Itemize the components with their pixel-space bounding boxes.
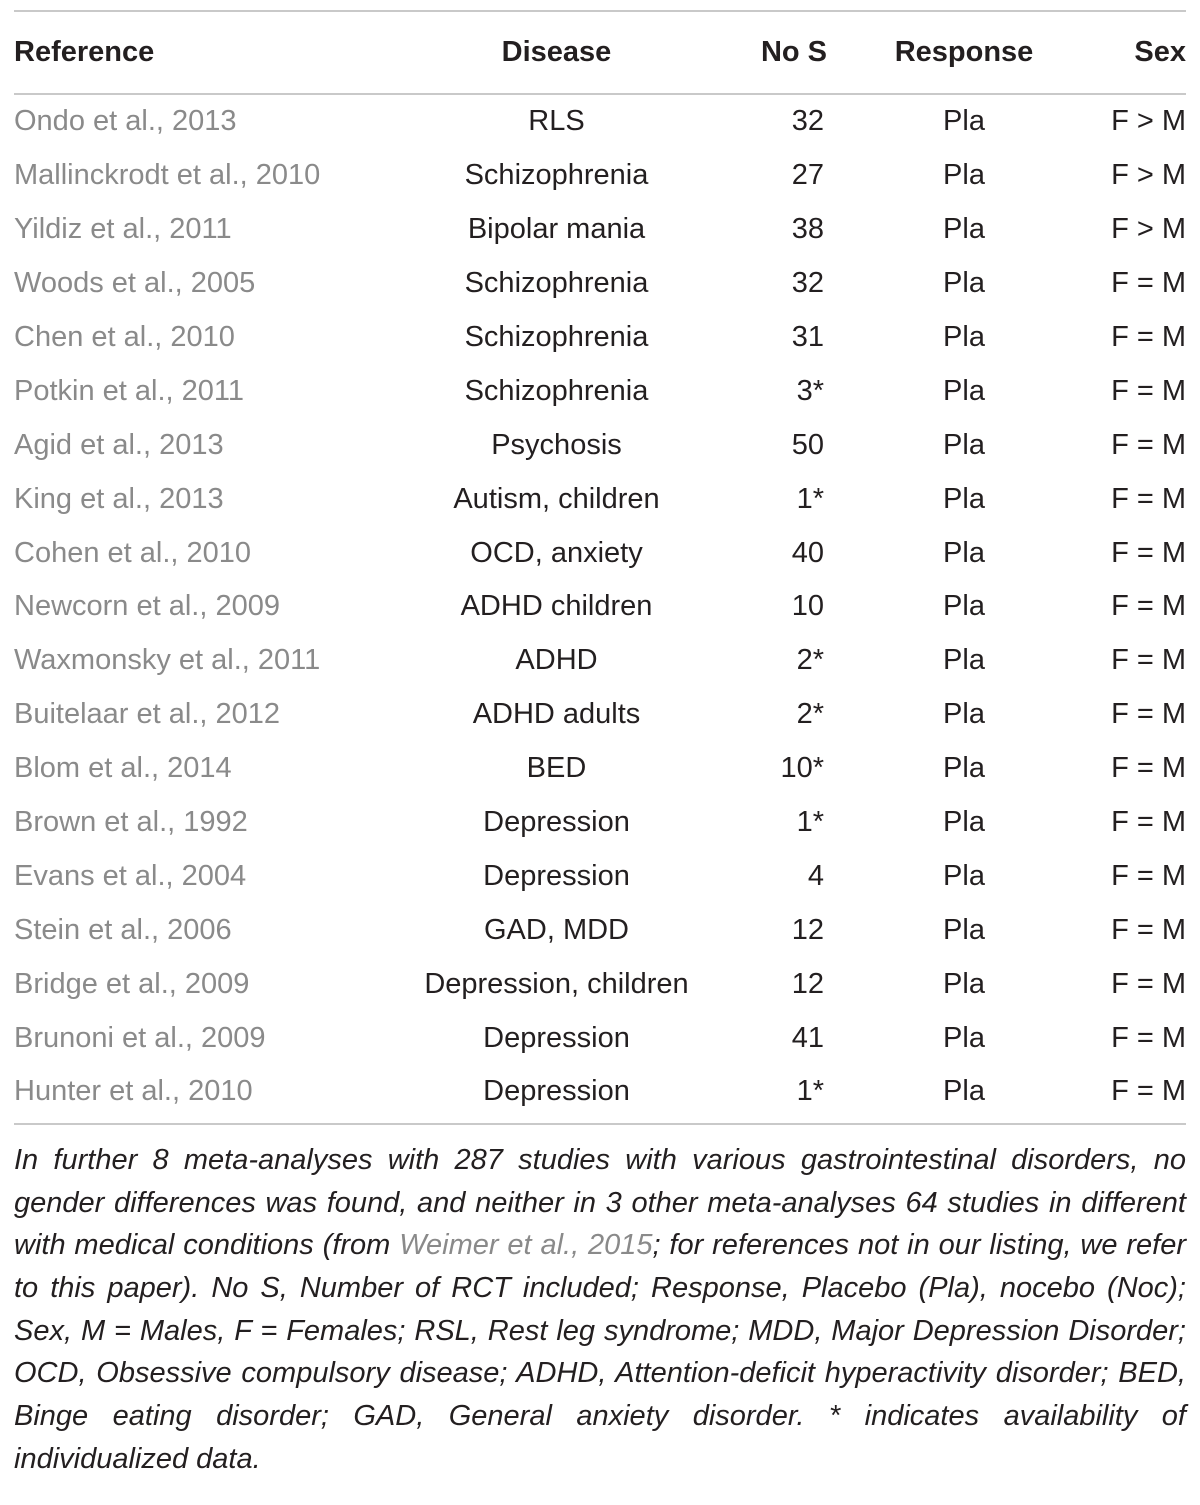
cell-response: Pla [943,321,985,353]
cell-reference[interactable]: Waxmonsky et al., 2011 [14,644,321,677]
cell-response: Pla [943,105,985,138]
table-row [14,257,1186,311]
cell-disease: OCD, anxiety [470,536,643,569]
cell-disease: BED [526,752,587,785]
cell-no-s [724,472,864,526]
cell-disease: Schizophrenia [464,321,649,353]
no-s-value: 10* [780,752,824,785]
cell-no-s [724,257,864,311]
table-row [14,1065,1186,1119]
cell-sex: F = M [1111,428,1186,461]
cell-no-s [724,95,864,149]
cell-response: Pla [943,428,985,461]
cell-sex: F = M [1111,806,1186,839]
footnote-text-end: ; for references not in our listing, we refer to this paper). No S, Number of RCT included; Response, Placebo (Pla), nocebo (Noc); Sex, M = Males, F = Females; RSL, Rest leg syndrome; MDD, Major Depression Disorder; OCD, Obsessive compulsory disease; ADHD, Attention-deficit hyperactivity disorder; BED, Binge eating disorder; GAD, General anxiety disorder. * indicates availability of individualized data. [14,1229,1186,1475]
cell-sex: F = M [1111,859,1186,892]
cell-disease: ADHD [515,644,598,677]
table-row [14,95,1186,149]
cell-reference[interactable]: King et al., 2013 [14,482,224,515]
cell-disease: Autism, children [453,482,660,515]
cell-sex: F = M [1111,1021,1186,1054]
cell-response: Pla [943,536,985,569]
cell-reference[interactable]: Ondo et al., 2013 [14,105,237,138]
cell-reference[interactable]: Woods et al., 2005 [14,267,256,300]
cell-response: Pla [943,267,985,300]
cell-sex: F = M [1111,967,1186,1000]
table-row [14,418,1186,472]
cell-response: Pla [943,967,985,1000]
table-row [14,311,1186,365]
cell-disease: Depression [483,1075,630,1108]
no-s-value: 31 [791,321,824,353]
cell-no-s [724,1065,864,1119]
table-row [14,742,1186,796]
cell-response: Pla [943,1021,985,1054]
cell-reference[interactable]: Bridge et al., 2009 [14,967,250,1000]
cell-reference[interactable]: Mallinckrodt et al., 2010 [14,159,321,192]
cell-reference[interactable]: Yildiz et al., 2011 [14,213,232,246]
cell-no-s [724,903,864,957]
cell-reference[interactable]: Blom et al., 2014 [14,752,232,785]
no-s-value: 40 [791,536,824,569]
cell-disease: ADHD children [460,590,653,623]
cell-sex: F = M [1111,698,1186,731]
data-table [14,12,1186,1119]
cell-no-s [724,580,864,634]
table-row [14,203,1186,257]
cell-response: Pla [943,752,985,785]
table-row [14,526,1186,580]
table-row [14,364,1186,418]
cell-response: Pla [943,590,985,623]
no-s-value: 27 [791,159,824,192]
cell-sex: F > M [1111,159,1186,192]
cell-sex: F = M [1111,1075,1186,1108]
no-s-value: 32 [791,267,824,300]
cell-no-s [724,526,864,580]
no-s-value: 3* [796,374,824,407]
cell-reference[interactable]: Brunoni et al., 2009 [14,1021,266,1054]
no-s-value: 1* [796,482,824,515]
cell-no-s [724,957,864,1011]
cell-no-s [724,688,864,742]
cell-disease: RLS [528,105,585,138]
cell-sex: F = M [1111,321,1186,353]
cell-sex: F = M [1111,644,1186,677]
cell-sex: F = M [1111,536,1186,569]
header-response: Response [894,36,1034,68]
cell-reference[interactable]: Evans et al., 2004 [14,859,247,892]
no-s-value: 12 [791,913,824,946]
table-body [14,93,1186,1119]
table-row [14,580,1186,634]
no-s-value: 12 [791,967,824,1000]
header-row [14,12,1186,93]
no-s-value: 2* [796,644,824,677]
cell-disease: Bipolar mania [467,213,646,246]
cell-disease: Depression [483,806,630,839]
cell-response: Pla [943,213,985,246]
cell-reference[interactable]: Agid et al., 2013 [14,428,224,461]
no-s-value: 41 [791,1021,824,1054]
cell-sex: F = M [1111,267,1186,300]
header-no-s: No S [760,36,828,68]
cell-disease: Schizophrenia [464,267,649,300]
table-row [14,149,1186,203]
cell-sex: F = M [1111,374,1186,407]
cell-reference[interactable]: Stein et al., 2006 [14,913,232,946]
cell-response: Pla [943,698,985,731]
cell-disease: Schizophrenia [464,374,649,407]
no-s-value: 1* [796,1075,824,1108]
cell-response: Pla [943,913,985,946]
cell-reference[interactable]: Buitelaar et al., 2012 [14,698,281,731]
cell-disease: Psychosis [491,428,622,461]
cell-sex: F = M [1111,590,1186,623]
table-row [14,796,1186,850]
cell-no-s [724,203,864,257]
cell-response: Pla [943,482,985,515]
cell-disease: Depression [483,1021,630,1054]
no-s-value: 32 [791,105,824,138]
cell-no-s [724,364,864,418]
header-sex: Sex [1134,36,1186,68]
cell-disease: Depression [483,859,630,892]
table-row [14,957,1186,1011]
table-row [14,903,1186,957]
cell-sex: F > M [1111,105,1186,138]
cell-no-s [724,849,864,903]
header-disease: Disease [501,36,612,68]
table-row [14,634,1186,688]
table-row [14,688,1186,742]
cell-reference[interactable]: Hunter et al., 2010 [14,1075,253,1108]
cell-disease: Schizophrenia [464,159,649,192]
cell-sex: F > M [1111,213,1186,246]
table-container [14,10,1186,1481]
cell-response: Pla [943,1075,985,1108]
table-row [14,472,1186,526]
bottom-rule [14,1123,1186,1125]
cell-no-s [724,796,864,850]
cell-no-s [724,1011,864,1065]
cell-disease: GAD, MDD [484,913,629,946]
table-row [14,849,1186,903]
cell-no-s [724,311,864,365]
cell-no-s [724,634,864,688]
table-row [14,1011,1186,1065]
no-s-value: 38 [791,213,824,246]
cell-disease: Depression, children [424,967,689,1000]
cell-reference[interactable]: Newcorn et al., 2009 [14,590,280,623]
header-reference: Reference [14,36,155,68]
cell-no-s [724,418,864,472]
cell-sex: F = M [1111,482,1186,515]
no-s-value: 10 [791,590,824,623]
cell-disease: ADHD adults [472,698,641,731]
cell-response: Pla [943,806,985,839]
cell-response: Pla [943,159,985,192]
cell-no-s [724,742,864,796]
cell-no-s [724,149,864,203]
no-s-value: 2* [796,698,824,731]
footnote-citation-link[interactable]: Weimer et al., 2015 [399,1229,653,1262]
cell-response: Pla [943,859,985,892]
no-s-value: 1* [796,806,824,839]
cell-response: Pla [943,644,985,677]
cell-response: Pla [943,374,985,407]
cell-reference[interactable]: Potkin et al., 2011 [14,374,245,407]
table-footnote [14,1139,1186,1481]
cell-sex: F = M [1111,913,1186,946]
cell-reference[interactable]: Cohen et al., 2010 [14,536,252,569]
no-s-value: 4 [807,859,824,892]
footnote-text-start: In further 8 meta-analyses with 287 studies with various gastrointestinal disorders, no gender differences was found, and neither in 3 other meta-analyses 64 studies in different with medical conditions (from [14,1143,1186,1262]
cell-reference[interactable]: Brown et al., 1992 [14,806,248,839]
no-s-value: 50 [791,428,824,461]
cell-reference[interactable]: Chen et al., 2010 [14,321,235,353]
cell-sex: F = M [1111,752,1186,785]
